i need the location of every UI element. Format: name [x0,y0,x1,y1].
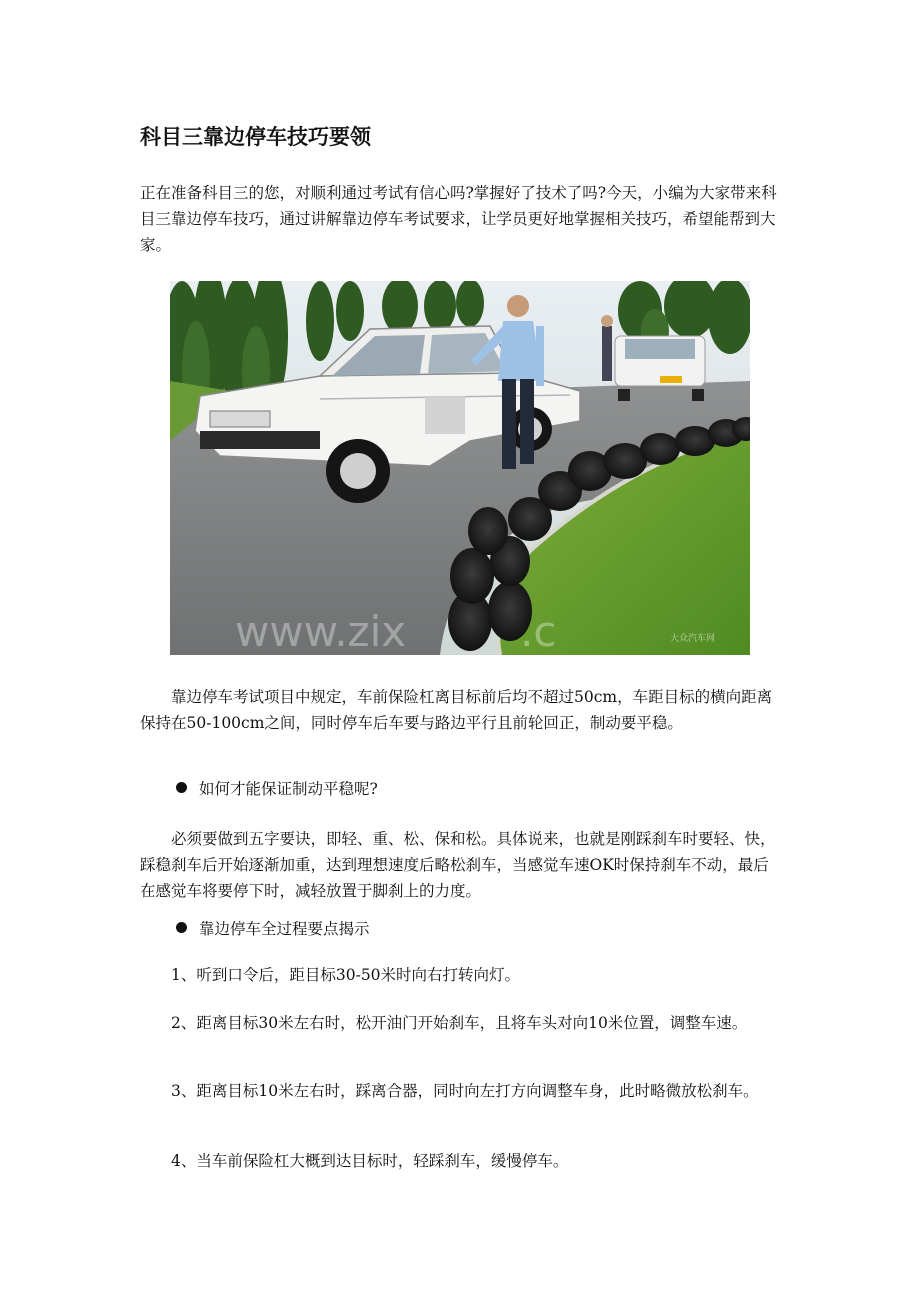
step-item: 2、距离目标30米左右时，松开油门开始刹车，且将车头对向10米位置，调整车速。 [171,1014,748,1032]
bullet-text: 如何才能保证制动平稳呢? [199,780,378,798]
answer-paragraph: 必须要做到五字要诀，即轻、重、松、保和松。具体说来，也就是刚踩刹车时要轻、快，踩稳刹车后开始逐渐加重，达到理想速度后略松刹车，当感觉车速OK时保持刹车不动，最后在感觉车将要停下时，减轻放置于脚刹上的力度。 [140,830,776,900]
bullet-dot-icon [176,922,187,933]
bullet-text: 靠边停车全过程要点揭示 [199,920,370,938]
step-item: 3、距离目标10米左右时，踩离合器，同时向左打方向调整车身，此时略微放松刹车。 [171,1082,759,1100]
step-item: 4、当车前保险杠大概到达目标时，轻踩刹车，缓慢停车。 [171,1152,569,1170]
bullet-process-points [140,916,370,942]
article-title: 科目三靠边停车技巧要领 [140,125,371,149]
photo-corner-logo: 大众汽车网 [670,634,716,644]
photo-watermark: www.zix [235,607,407,655]
driving-test-photo [170,281,750,655]
bullet-brake-question [140,776,378,802]
rule-paragraph: 靠边停车考试项目中规定，车前保险杠离目标前后均不超过50cm，车距目标的横向距离保持在50-100cm之间，同时停车后车要与路边平行且前轮回正，制动要平稳。 [140,688,773,732]
photo-watermark-tail: .c [520,607,557,655]
step-item: 1、听到口令后，距目标30-50米时向右打转向灯。 [171,966,521,984]
article-photo [170,281,750,655]
bullet-dot-icon [176,782,187,793]
intro-paragraph: 正在准备科目三的您，对顺利通过考试有信心吗?掌握好了技术了吗?今天，小编为大家带来科目三靠边停车技巧，通过讲解靠边停车考试要求，让学员更好地掌握相关技巧，希望能帮到大家。 [140,184,777,254]
